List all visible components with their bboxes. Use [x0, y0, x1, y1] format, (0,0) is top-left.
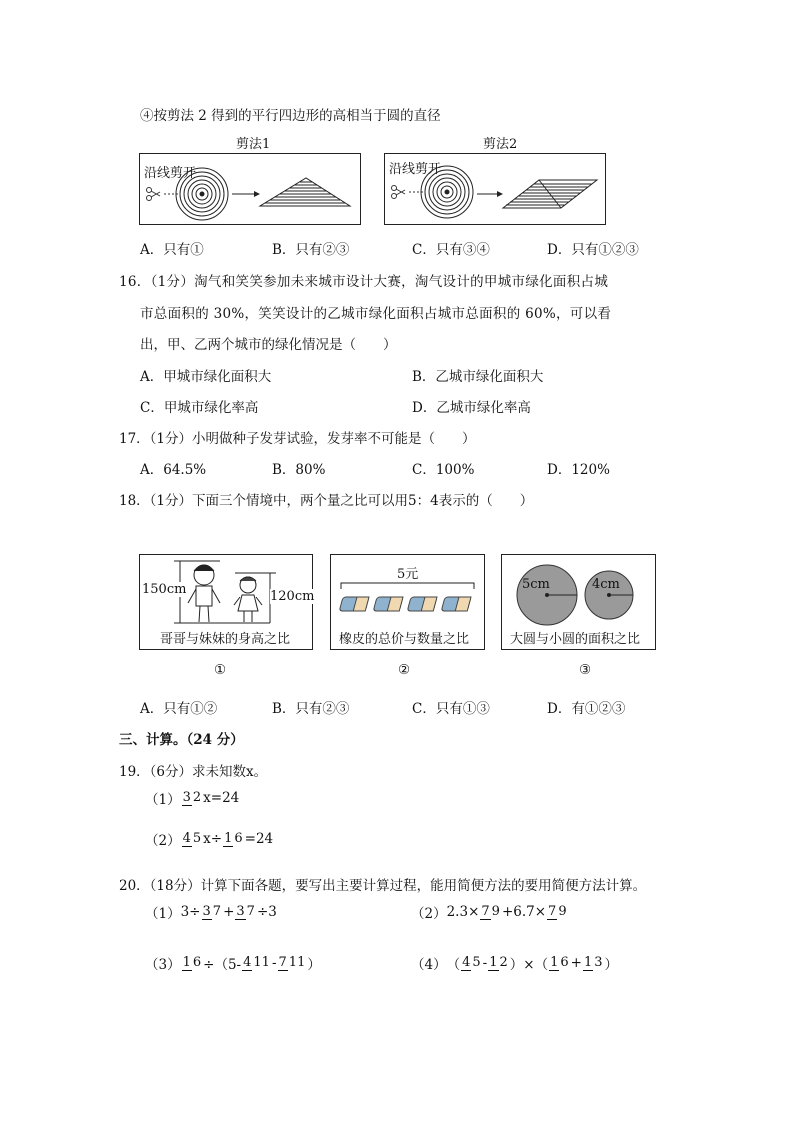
picture-1-mark: ① [214, 662, 227, 678]
q17-option-d: D．120% [547, 462, 610, 478]
q15-option-d: D．只有①②③ [547, 242, 639, 258]
part-index: （2） [411, 906, 447, 922]
total-price: 5元 [397, 567, 419, 582]
fraction: 7 9 [481, 903, 500, 919]
part-index: （2） [145, 833, 181, 849]
q19-stem: 19．（6分）求未知数x。 [119, 764, 268, 780]
fraction: 1 3 [583, 954, 603, 970]
cut2-figure [384, 153, 606, 225]
operator: + [223, 904, 235, 920]
equation-rest: =24 [244, 831, 274, 847]
q18-option-b: B．只有②③ [272, 701, 350, 717]
q15-item4: ④按剪法 2 得到的平行四边形的高相当于圆的直径 [140, 108, 441, 124]
cut2-title: 剪法2 [483, 137, 518, 152]
equation-rest: x=24 [203, 790, 240, 806]
q18-picture-2 [330, 554, 485, 650]
operator: （ [446, 957, 461, 973]
part-index: （3） [145, 957, 181, 973]
small-circle-radius: 4cm [592, 577, 620, 592]
q16-line3: 出，甲、乙两个城市的绿化情况是（ ） [140, 337, 397, 353]
boy-figure [188, 565, 220, 622]
q20-part4 [411, 953, 618, 973]
q20-stem: 20．（18分）计算下面各题，要写出主要计算过程，能用简便方法的要用简便方法计算。 [119, 878, 647, 894]
operator: 2.3× [446, 904, 480, 920]
q17-option-b: B．80% [272, 462, 326, 478]
q16-option-b: B．乙城市绿化面积大 [412, 369, 544, 385]
q20-part1 [145, 902, 277, 922]
eraser-icon [407, 597, 437, 611]
q16-line2: 市总面积的 30%，笑笑设计的乙城市绿化面积占城市总面积的 60%，可以看 [140, 306, 612, 322]
operator: +6.7× [501, 904, 547, 920]
q18-option-a: A．只有①② [140, 701, 218, 717]
q15-option-a: A．只有① [140, 242, 204, 258]
cut1-diagram [140, 154, 360, 224]
big-circle-radius: 5cm [522, 577, 550, 592]
fraction: 7 11 [278, 954, 306, 970]
fraction: 4 11 [243, 954, 270, 970]
sister-height: 120cm [270, 589, 315, 604]
scissors-icon [147, 188, 161, 201]
fraction: 1 2 [489, 954, 508, 970]
operator: 3÷ [180, 904, 201, 920]
fraction: 4 5 [182, 830, 202, 846]
q20-part3 [145, 953, 321, 973]
q18-picture-3 [501, 554, 656, 650]
q18-option-c: C．只有①③ [412, 701, 490, 717]
fraction: 1 6 [182, 954, 202, 970]
cut1-figure [139, 153, 361, 225]
operator: ） [604, 957, 619, 973]
q16-option-d: D．乙城市绿化率高 [412, 400, 531, 416]
operator: + [570, 955, 582, 971]
eraser-icon [441, 597, 471, 611]
operator: - [482, 955, 488, 971]
cut1-title: 剪法1 [236, 137, 271, 152]
eraser-icon [339, 597, 369, 611]
operator: ÷（5- [203, 957, 242, 973]
girl-figure [234, 577, 262, 622]
fraction: 3 7 [236, 903, 255, 919]
concentric-circle [421, 166, 473, 218]
part-index: （1） [145, 906, 181, 922]
q16-option-c: C．甲城市绿化率高 [140, 400, 259, 416]
fraction: 4 5 [462, 954, 481, 970]
picture-2-caption: 橡皮的总价与数量之比 [339, 632, 470, 647]
q18-stem: 18．（1分）下面三个情境中，两个量之比可以用5：4表示的（ ） [119, 493, 534, 509]
q20-part2 [411, 902, 569, 922]
section-3-title: 三、计算。（24 分） [119, 732, 244, 748]
fraction: 3 2 [182, 789, 202, 805]
part-index: （1） [145, 792, 181, 808]
cut2-diagram [385, 154, 605, 224]
q17-option-a: A．64.5% [140, 462, 207, 478]
picture-3-caption: 大圆与小圆的面积之比 [510, 632, 641, 647]
cut1-label: 沿线剪开 [144, 166, 197, 181]
brother-height: 150cm [142, 582, 187, 597]
picture-3-mark: ③ [579, 662, 592, 678]
q19-part2 [145, 829, 273, 849]
q16-line1: 16．（1分）淘气和笑笑参加未来城市设计大赛，淘气设计的甲城市绿化面积占城 [119, 274, 609, 290]
picture-1-caption: 哥哥与妹妹的身高之比 [160, 632, 291, 647]
operator: ÷3 [256, 904, 277, 920]
operator: x÷ [203, 831, 223, 847]
q18-option-d: D．有①②③ [547, 701, 626, 717]
part-index: （4） [411, 957, 447, 973]
cut2-label: 沿线剪开 [389, 162, 442, 177]
q16-option-a: A．甲城市绿化面积大 [140, 369, 272, 385]
picture-2-mark: ② [398, 662, 411, 678]
fraction: 7 9 [548, 903, 567, 919]
q17-option-c: C．100% [412, 462, 475, 478]
q15-option-b: B．只有②③ [272, 242, 350, 258]
operator: ） [307, 957, 321, 973]
operator: ）×（ [509, 957, 549, 973]
operator: - [271, 955, 277, 971]
fraction: 3 7 [202, 903, 222, 919]
q18-picture-1 [139, 554, 313, 650]
fraction: 1 6 [550, 954, 569, 970]
eraser-icon [373, 597, 403, 611]
fraction: 1 6 [224, 830, 243, 846]
triangle-shape [260, 178, 350, 206]
q19-part1 [145, 788, 239, 808]
concentric-circle [176, 168, 228, 220]
parallelogram-shape [503, 180, 597, 208]
q17-stem: 17．（1分）小明做种子发芽试验，发芽率不可能是（ ） [119, 431, 476, 447]
scissors-icon [392, 186, 406, 199]
q15-option-c: C．只有③④ [412, 242, 490, 258]
